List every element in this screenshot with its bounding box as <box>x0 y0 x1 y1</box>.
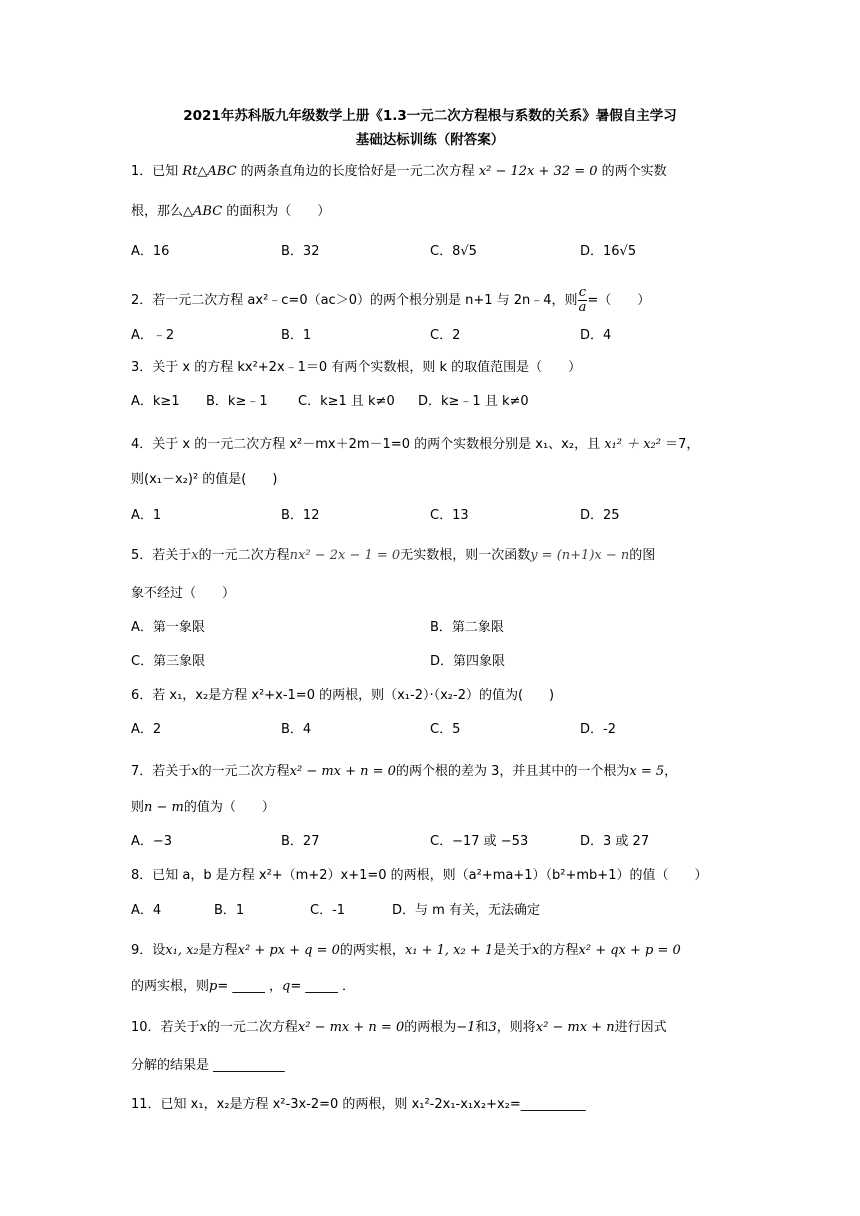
question-4-option-b: B．12 <box>281 508 320 523</box>
question-11-line: 11．已知 x₁，x₂是方程 x²-3x-2=0 的两根，则 x₁²-2x₁-x₁x₂+x₂=__________ <box>131 1097 586 1112</box>
question-1-option-c: C．8√5 <box>430 244 477 259</box>
question-5-math-equation: nx² − 2x − 1 = 0 <box>289 548 401 563</box>
question-9-text-f: 的两实根，则 <box>131 979 210 994</box>
question-1-math-equation: x² − 12x + 32 = 0 <box>478 164 598 179</box>
question-1-line1 <box>131 162 667 182</box>
question-7-text-d: ， <box>664 764 678 779</box>
question-9-text-b: 是方程 <box>198 943 238 958</box>
question-4-text-b: ＝7， <box>660 437 700 452</box>
question-5-text-d: 的图 <box>629 548 656 563</box>
question-4-line2: 则(x₁－x₂)² 的值是( ) <box>131 472 278 487</box>
question-7-math-x: x <box>191 764 199 779</box>
question-9-math-equation1: x² + px + q = 0 <box>237 943 340 958</box>
question-10-line2: 分解的结果是 ___________ <box>131 1058 285 1073</box>
question-2-line <box>131 286 650 315</box>
question-9-math-q: q <box>282 979 291 994</box>
question-9-blank-q: = _____ ． <box>290 979 356 994</box>
question-9-math-equation2: x² + qx + p = 0 <box>578 943 681 958</box>
question-9-text-c: 的两实根， <box>339 943 405 958</box>
question-9-math-p: p <box>209 979 218 994</box>
question-3-option-d: D．k≥﹣1 且 k≠0 <box>418 394 529 409</box>
question-2-text-b: =（ ） <box>587 293 651 308</box>
question-10-math-expression: x² − mx + n <box>535 1020 615 1035</box>
question-1-option-b: B．32 <box>281 244 320 259</box>
question-7-line1 <box>131 762 677 782</box>
question-2-fraction-numerator: c <box>578 285 587 300</box>
question-1-line2 <box>131 202 330 222</box>
question-8-option-a: A．4 <box>131 903 162 918</box>
question-7-text-a: 7．若关于 <box>131 764 192 779</box>
question-5-line2: 象不经过（ ） <box>131 586 236 601</box>
question-10-text-b: 的一元二次方程 <box>206 1020 298 1035</box>
question-6-line: 6．若 x₁，x₂是方程 x²+x-1=0 的两根，则（x₁-2）·（x₂-2）的值为( ) <box>131 688 555 703</box>
question-1-text-e: 的面积为（ ） <box>222 204 331 219</box>
question-10-text-d: 和 <box>475 1020 489 1035</box>
question-4-option-d: D．25 <box>580 508 620 523</box>
question-5-option-d: D．第四象限 <box>430 654 506 669</box>
question-9-text-d: 是关于 <box>493 943 533 958</box>
question-1-math-triangle2: △ABC <box>183 204 223 219</box>
question-10-math-equation: x² − mx + n = 0 <box>297 1020 405 1035</box>
question-1-text-d: 根，那么 <box>131 204 184 219</box>
question-9-line2 <box>131 977 355 997</box>
question-1-text-c: 的两个实数 <box>597 164 667 179</box>
question-7-text-e: 则 <box>131 800 145 815</box>
question-9-math-x: x <box>532 943 540 958</box>
question-5-option-a: A．第一象限 <box>131 620 205 635</box>
question-5-option-c: C．第三象限 <box>131 654 206 669</box>
question-8-option-b: B．1 <box>214 903 245 918</box>
question-1-text-a: 1．已知 <box>131 164 183 179</box>
question-2-option-a: A．﹣2 <box>131 328 175 343</box>
question-9-line1 <box>131 941 681 961</box>
question-3-option-a: A．k≥1 <box>131 394 180 409</box>
question-9-text-e: 的方程 <box>539 943 579 958</box>
question-2-text-a: 2．若一元二次方程 ax²﹣c=0（ac＞0）的两个根分别是 n+1 与 2n﹣4，则 <box>131 293 578 308</box>
question-6-option-a: A．2 <box>131 722 162 737</box>
question-4-math-sum-squares: x₁² ＋ x₂² <box>604 437 661 452</box>
question-10-math-root1: −1 <box>456 1020 476 1035</box>
question-3-option-c: C．k≥1 且 k≠0 <box>298 394 395 409</box>
question-1-option-d: D．16√5 <box>580 244 637 259</box>
question-6-option-d: D．-2 <box>580 722 616 737</box>
question-9-blank-p: = _____ ， <box>217 979 283 994</box>
question-6-option-b: B．4 <box>281 722 312 737</box>
question-7-text-c: 的两个根的差为 3，并且其中的一个根为 <box>395 764 630 779</box>
question-6-option-c: C．5 <box>430 722 461 737</box>
question-9-math-roots: x₁, x₂ <box>165 943 199 958</box>
question-2-option-d: D．4 <box>580 328 612 343</box>
question-10-text-f: 进行因式 <box>614 1020 667 1035</box>
question-10-math-x: x <box>199 1020 207 1035</box>
question-7-math-n-minus-m: n − m <box>144 800 184 815</box>
question-2-fraction <box>578 286 588 315</box>
document-title-line1: 2021年苏科版九年级数学上册《1.3一元二次方程根与系数的关系》暑假自主学习 <box>183 108 677 124</box>
question-9-text-a: 9．设 <box>131 943 166 958</box>
question-3-line: 3．关于 x 的方程 kx²+2x﹣1＝0 有两个实数根，则 k 的取值范围是（ ） <box>131 360 582 375</box>
question-10-text-e: ，则将 <box>496 1020 536 1035</box>
question-10-text-a: 10．若关于 <box>131 1020 200 1035</box>
question-3-option-b: B．k≥﹣1 <box>206 394 268 409</box>
question-7-option-a: A．−3 <box>131 834 173 849</box>
question-7-text-f: 的值为（ ） <box>183 800 275 815</box>
question-8-option-c: C．-1 <box>310 903 346 918</box>
question-8-option-d: D．与 m 有关，无法确定 <box>392 903 540 918</box>
question-5-math-function: y = (n+1)x − n <box>530 548 630 563</box>
question-5-text-b: 的一元二次方程 <box>198 548 290 563</box>
question-2-option-b: B．1 <box>281 328 312 343</box>
question-7-math-root: x = 5 <box>629 764 665 779</box>
question-1-text-b: 的两条直角边的长度恰好是一元二次方程 <box>236 164 479 179</box>
question-5-math-x: x <box>191 548 199 563</box>
question-1-option-a: A．16 <box>131 244 170 259</box>
question-2-option-c: C．2 <box>430 328 461 343</box>
question-7-option-c: C．−17 或 −53 <box>430 834 529 849</box>
question-5-option-b: B．第二象限 <box>430 620 504 635</box>
question-5-text-a: 5．若关于 <box>131 548 192 563</box>
question-9-math-roots-plus-one: x₁ + 1, x₂ + 1 <box>404 943 494 958</box>
question-5-line1 <box>131 546 655 566</box>
question-2-fraction-denominator: a <box>578 300 587 315</box>
question-7-line2 <box>131 798 275 818</box>
question-7-text-b: 的一元二次方程 <box>198 764 290 779</box>
question-1-math-triangle: Rt△ABC <box>182 164 237 179</box>
question-7-option-d: D．3 或 27 <box>580 834 650 849</box>
document-title-line2: 基础达标训练（附答案） <box>355 132 505 148</box>
question-10-text-c: 的两根为 <box>404 1020 457 1035</box>
question-4-text-a: 4．关于 x 的一元二次方程 x²－mx＋2m－1=0 的两个实数根分别是 x₁、x₂，且 <box>131 437 605 452</box>
question-10-math-root2: 3 <box>488 1020 497 1035</box>
question-4-option-a: A．1 <box>131 508 162 523</box>
question-4-line1 <box>131 435 699 455</box>
question-8-line: 8．已知 a，b 是方程 x²+（m+2）x+1=0 的两根，则（a²+ma+1）（b²+mb+1）的值（ ） <box>131 868 708 883</box>
question-7-math-equation: x² − mx + n = 0 <box>289 764 396 779</box>
question-4-option-c: C．13 <box>430 508 469 523</box>
question-5-text-c: 无实数根，则一次函数 <box>400 548 531 563</box>
question-10-line1 <box>131 1018 667 1038</box>
question-7-option-b: B．27 <box>281 834 320 849</box>
